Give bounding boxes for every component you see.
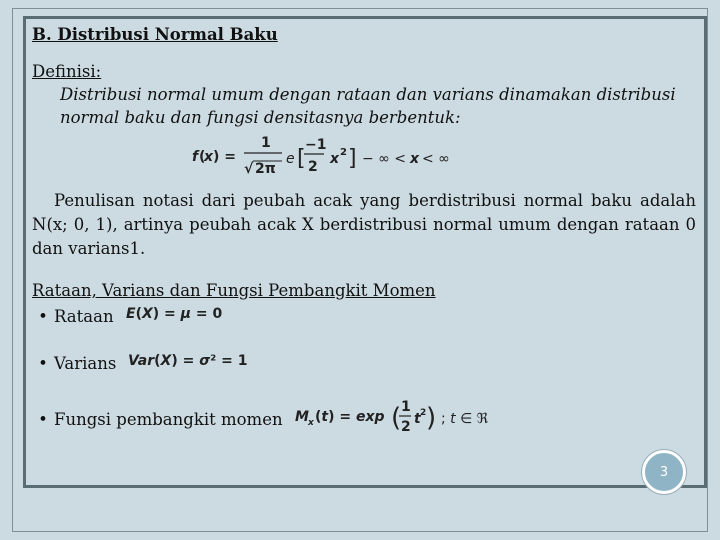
svg-text:f: f bbox=[192, 149, 199, 165]
svg-text:2: 2 bbox=[400, 419, 411, 435]
svg-text:E(X) = μ = 0: E(X) = μ = 0 bbox=[125, 306, 222, 322]
bullet-formula bbox=[293, 396, 493, 443]
svg-text:x: x bbox=[410, 151, 420, 167]
definition-label: Definisi: bbox=[32, 62, 102, 81]
bullet-mgf bbox=[32, 396, 696, 443]
svg-text:[: [ bbox=[297, 146, 306, 171]
svg-text:M: M bbox=[294, 409, 309, 425]
svg-text:2: 2 bbox=[340, 147, 347, 158]
bullet-label: Fungsi pembangkit momen bbox=[54, 410, 283, 429]
svg-text:t: t bbox=[413, 411, 421, 427]
svg-text:1: 1 bbox=[400, 399, 411, 415]
svg-text:< ∞: < ∞ bbox=[422, 151, 450, 167]
slide-content bbox=[32, 23, 696, 443]
svg-text:Var(X) = σ² = 1: Var(X) = σ² = 1 bbox=[128, 353, 248, 369]
svg-text:(t) = exp: (t) = exp bbox=[314, 409, 385, 425]
svg-text:2: 2 bbox=[419, 408, 426, 418]
bullet-label: Varians bbox=[54, 354, 117, 373]
svg-text:(: ( bbox=[390, 403, 401, 433]
pdf-formula-svg bbox=[182, 133, 502, 179]
section-title: Rataan, Varians dan Fungsi Pembangkit Momen bbox=[32, 281, 436, 300]
bullet-dot: • bbox=[38, 410, 48, 429]
bullet-dot: • bbox=[38, 307, 48, 326]
svg-text:(: ( bbox=[199, 149, 206, 165]
page-number-badge: 3 bbox=[642, 450, 686, 494]
definition-line-1: Distribusi normal umum dengan rataan dan varians dinamakan distribusi bbox=[60, 85, 676, 104]
slide-content-box bbox=[23, 16, 707, 488]
svg-text:2: 2 bbox=[308, 159, 318, 175]
bullet-dot: • bbox=[38, 354, 48, 373]
svg-text:−1: −1 bbox=[305, 137, 327, 153]
svg-text:]: ] bbox=[348, 146, 357, 171]
svg-text:): ) bbox=[425, 403, 436, 433]
svg-text:− ∞ <: − ∞ < bbox=[362, 151, 407, 167]
bullet-label: Rataan bbox=[54, 307, 114, 326]
svg-text:2π: 2π bbox=[255, 161, 276, 177]
svg-text:) =: ) = bbox=[213, 149, 237, 165]
bullet-formula bbox=[124, 302, 234, 331]
svg-text:1: 1 bbox=[261, 135, 271, 151]
bullet-varians bbox=[32, 349, 696, 378]
svg-text:; t ∈ ℜ: ; t ∈ ℜ bbox=[440, 411, 488, 427]
svg-text:x: x bbox=[307, 418, 314, 428]
pdf-formula bbox=[32, 133, 696, 179]
notation-paragraph: Penulisan notasi dari peubah acak yang berdistribusi normal baku adalah N(x; 0, 1), artinya peubah acak X berdistribusi normal umum dengan rataan 0 dan varians1. bbox=[32, 191, 696, 258]
definition-line-2: normal baku dan fungsi densitasnya berbentuk: bbox=[60, 108, 461, 127]
section-heading: B. Distribusi Normal Baku bbox=[32, 25, 278, 44]
svg-text:e: e bbox=[286, 151, 295, 167]
bullet-rataan bbox=[32, 302, 696, 331]
svg-text:x: x bbox=[330, 151, 340, 167]
svg-text:√: √ bbox=[244, 161, 254, 177]
svg-text:x: x bbox=[204, 149, 214, 165]
bullet-formula bbox=[126, 349, 266, 378]
